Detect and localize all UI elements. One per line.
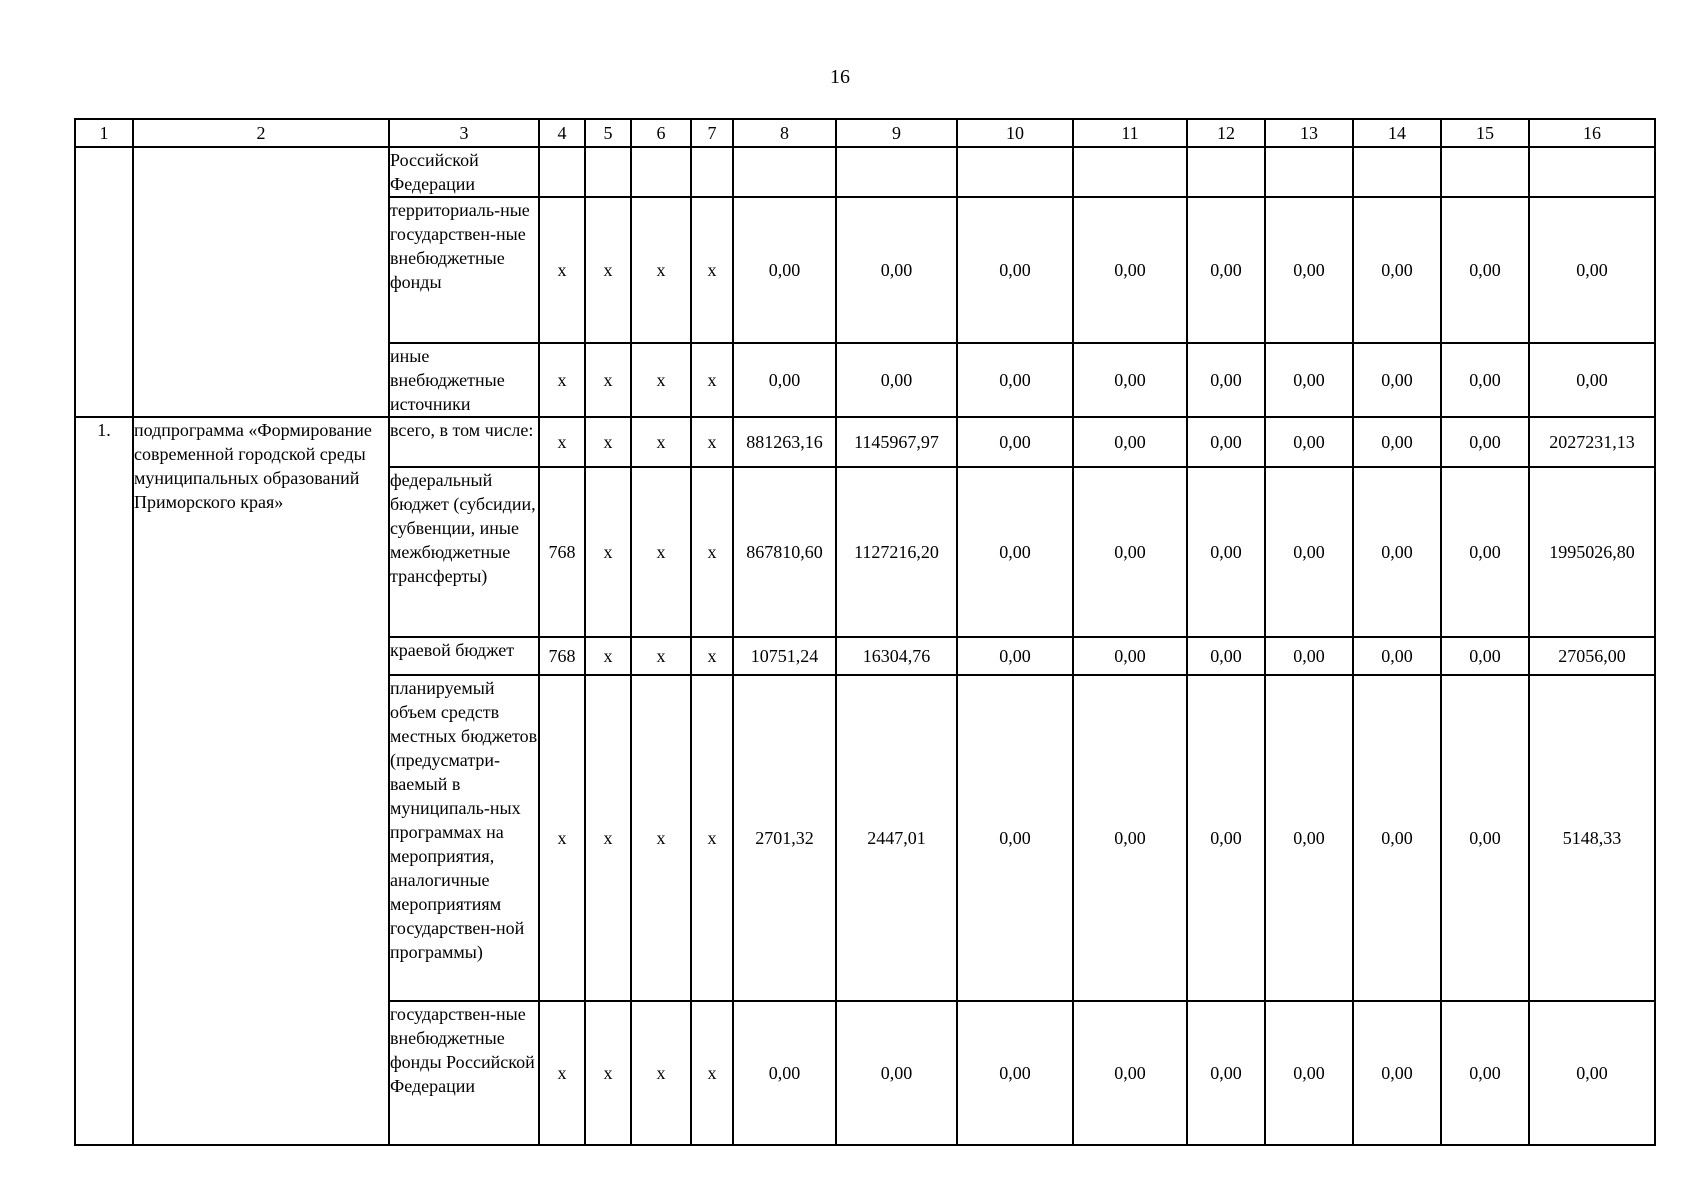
- value-cell: 2701,32: [733, 675, 836, 1001]
- header-cell: 4: [539, 119, 585, 147]
- value-cell: 0,00: [1353, 343, 1441, 417]
- value-cell: 0,00: [1265, 1001, 1353, 1145]
- header-cell: 10: [957, 119, 1073, 147]
- value-cell: х: [631, 467, 691, 637]
- value-cell: [631, 147, 691, 197]
- value-cell: х: [631, 675, 691, 1001]
- value-cell: 0,00: [1353, 197, 1441, 343]
- value-cell: 0,00: [1353, 1001, 1441, 1145]
- value-cell: х: [539, 343, 585, 417]
- header-cell: 11: [1073, 119, 1187, 147]
- value-cell: 0,00: [1353, 467, 1441, 637]
- value-cell: 0,00: [1265, 637, 1353, 675]
- header-cell: 13: [1265, 119, 1353, 147]
- value-cell: 2027231,13: [1529, 417, 1655, 467]
- page-number: 16: [830, 66, 850, 88]
- funding-source-cell: федеральный бюджет (субсидии, субвенции, иные межбюджетные трансферты): [389, 467, 539, 637]
- value-cell: [539, 147, 585, 197]
- header-row: [75, 119, 1655, 147]
- table-row: [75, 417, 1655, 467]
- subprogram-name: подпрограмма «Формирование современной городской среды муниципальных образований Приморского края»: [133, 417, 389, 1145]
- value-cell: [1073, 147, 1187, 197]
- value-cell: х: [585, 467, 631, 637]
- subprogram-index: 1.: [75, 417, 133, 1145]
- value-cell: 0,00: [1073, 467, 1187, 637]
- header-cell: 2: [133, 119, 389, 147]
- value-cell: 0,00: [1441, 417, 1529, 467]
- value-cell: 0,00: [836, 1001, 957, 1145]
- header-cell: 9: [836, 119, 957, 147]
- value-cell: 0,00: [1073, 417, 1187, 467]
- value-cell: х: [585, 417, 631, 467]
- value-cell: 0,00: [1353, 417, 1441, 467]
- value-cell: х: [631, 417, 691, 467]
- value-cell: 881263,16: [733, 417, 836, 467]
- value-cell: х: [631, 637, 691, 675]
- value-cell: 1145967,97: [836, 417, 957, 467]
- value-cell: х: [585, 637, 631, 675]
- value-cell: 16304,76: [836, 637, 957, 675]
- header-cell: 8: [733, 119, 836, 147]
- value-cell: 0,00: [1073, 1001, 1187, 1145]
- value-cell: 0,00: [1441, 675, 1529, 1001]
- funding-source-cell: территориаль-ные государствен-ные внебюджетные фонды: [389, 197, 539, 343]
- funding-source-cell: планируемый объем средств местных бюджетов (предусматри-ваемый в муниципаль-ных программах на мероприятия, аналогичные мероприятиям государствен-ной программы): [389, 675, 539, 1001]
- value-cell: [1441, 147, 1529, 197]
- funding-source-cell: краевой бюджет: [389, 637, 539, 675]
- value-cell: 0,00: [733, 343, 836, 417]
- value-cell: 0,00: [1073, 675, 1187, 1001]
- value-cell: 2447,01: [836, 675, 957, 1001]
- value-cell: х: [539, 1001, 585, 1145]
- value-cell: 0,00: [1187, 197, 1265, 343]
- header-cell: 5: [585, 119, 631, 147]
- value-cell: х: [585, 343, 631, 417]
- value-cell: [836, 147, 957, 197]
- value-cell: 5148,33: [1529, 675, 1655, 1001]
- value-cell: 768: [539, 637, 585, 675]
- empty-index-cell: [75, 147, 133, 417]
- value-cell: х: [539, 675, 585, 1001]
- value-cell: х: [585, 1001, 631, 1145]
- header-cell: 7: [691, 119, 733, 147]
- value-cell: 10751,24: [733, 637, 836, 675]
- value-cell: 1127216,20: [836, 467, 957, 637]
- value-cell: 0,00: [836, 343, 957, 417]
- value-cell: 0,00: [733, 197, 836, 343]
- value-cell: [585, 147, 631, 197]
- value-cell: [1265, 147, 1353, 197]
- value-cell: 867810,60: [733, 467, 836, 637]
- value-cell: х: [691, 417, 733, 467]
- value-cell: 0,00: [1073, 197, 1187, 343]
- header-cell: 1: [75, 119, 133, 147]
- value-cell: 0,00: [1187, 1001, 1265, 1145]
- value-cell: х: [631, 343, 691, 417]
- budget-table: [74, 118, 1656, 1146]
- value-cell: 0,00: [1441, 467, 1529, 637]
- value-cell: 0,00: [957, 675, 1073, 1001]
- value-cell: 0,00: [1529, 1001, 1655, 1145]
- value-cell: 27056,00: [1529, 637, 1655, 675]
- value-cell: х: [631, 197, 691, 343]
- funding-source-cell: государствен-ные внебюджетные фонды Российской Федерации: [389, 1001, 539, 1145]
- value-cell: 0,00: [1265, 343, 1353, 417]
- value-cell: х: [539, 417, 585, 467]
- value-cell: 0,00: [1529, 343, 1655, 417]
- funding-source-cell: всего, в том числе:: [389, 417, 539, 467]
- value-cell: 0,00: [1265, 197, 1353, 343]
- value-cell: [691, 147, 733, 197]
- value-cell: 0,00: [1187, 675, 1265, 1001]
- empty-name-cell: [133, 147, 389, 417]
- table-row: [75, 147, 1655, 197]
- value-cell: 0,00: [836, 197, 957, 343]
- header-cell: 6: [631, 119, 691, 147]
- value-cell: [733, 147, 836, 197]
- value-cell: 0,00: [957, 417, 1073, 467]
- value-cell: 0,00: [1441, 343, 1529, 417]
- value-cell: 0,00: [1265, 417, 1353, 467]
- value-cell: 0,00: [1073, 637, 1187, 675]
- value-cell: х: [691, 675, 733, 1001]
- value-cell: 0,00: [957, 637, 1073, 675]
- value-cell: 0,00: [1187, 343, 1265, 417]
- value-cell: 0,00: [1073, 343, 1187, 417]
- value-cell: х: [691, 467, 733, 637]
- value-cell: 0,00: [957, 197, 1073, 343]
- value-cell: [1529, 147, 1655, 197]
- value-cell: 768: [539, 467, 585, 637]
- value-cell: 0,00: [1441, 1001, 1529, 1145]
- header-cell: 15: [1441, 119, 1529, 147]
- value-cell: 0,00: [1265, 675, 1353, 1001]
- value-cell: х: [691, 343, 733, 417]
- funding-source-cell: иные внебюджетные источники: [389, 343, 539, 417]
- value-cell: х: [585, 197, 631, 343]
- value-cell: 0,00: [957, 467, 1073, 637]
- value-cell: х: [691, 637, 733, 675]
- value-cell: х: [691, 1001, 733, 1145]
- value-cell: х: [631, 1001, 691, 1145]
- value-cell: 0,00: [957, 343, 1073, 417]
- header-cell: 14: [1353, 119, 1441, 147]
- value-cell: 0,00: [1353, 675, 1441, 1001]
- value-cell: 0,00: [1353, 637, 1441, 675]
- funding-source-cell: Российской Федерации: [389, 147, 539, 197]
- value-cell: 0,00: [733, 1001, 836, 1145]
- header-cell: 16: [1529, 119, 1655, 147]
- value-cell: [1353, 147, 1441, 197]
- value-cell: [957, 147, 1073, 197]
- value-cell: 1995026,80: [1529, 467, 1655, 637]
- value-cell: 0,00: [1441, 197, 1529, 343]
- value-cell: х: [539, 197, 585, 343]
- header-cell: 12: [1187, 119, 1265, 147]
- value-cell: х: [691, 197, 733, 343]
- value-cell: 0,00: [1441, 637, 1529, 675]
- value-cell: х: [585, 675, 631, 1001]
- value-cell: 0,00: [957, 1001, 1073, 1145]
- value-cell: 0,00: [1187, 467, 1265, 637]
- value-cell: 0,00: [1529, 197, 1655, 343]
- header-cell: 3: [389, 119, 539, 147]
- value-cell: 0,00: [1187, 637, 1265, 675]
- value-cell: 0,00: [1187, 417, 1265, 467]
- value-cell: 0,00: [1265, 467, 1353, 637]
- value-cell: [1187, 147, 1265, 197]
